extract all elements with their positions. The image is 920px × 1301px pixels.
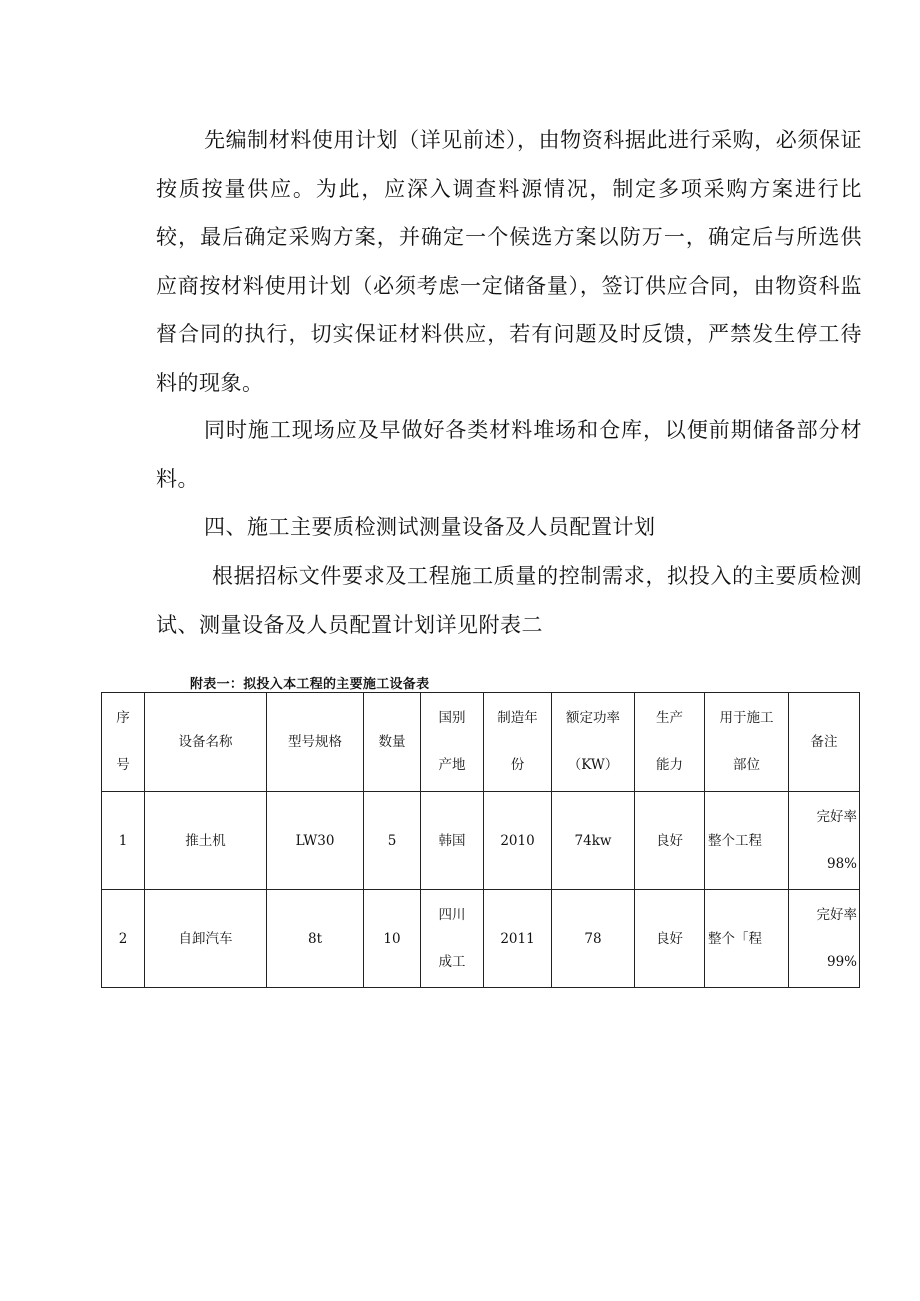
- header-origin-line1: 国别: [438, 710, 466, 726]
- cell-model: LW30: [267, 792, 364, 890]
- cell-remark: [789, 890, 860, 988]
- cell-origin-line2: 成工: [438, 953, 466, 970]
- header-capacity: [635, 693, 705, 792]
- cell-name: 自卸汽车: [145, 890, 267, 988]
- paragraph-inspection-plan: 根据招标文件要求及工程施工质量的控制需求，拟投入的主要质检测试、测量设备及人员配置计划详见附表二: [156, 564, 862, 637]
- cell-remark-line2: 99%: [826, 953, 857, 970]
- table-row: [102, 792, 860, 890]
- cell-capacity: 良好: [635, 890, 705, 988]
- header-name: 设备名称: [145, 693, 267, 792]
- header-origin-line2: 产地: [438, 757, 466, 773]
- header-power-line1: 额定功率: [566, 710, 620, 726]
- header-use: [705, 693, 789, 792]
- cell-remark-line1: 完好率: [816, 906, 857, 923]
- section-heading: 四、施工主要质检测试测量设备及人员配置计划: [204, 515, 656, 539]
- cell-power: 78: [552, 890, 635, 988]
- cell-origin-line1: 四川: [438, 906, 466, 923]
- cell-origin: 韩国: [421, 792, 484, 890]
- table-header-row: [102, 693, 860, 792]
- cell-use: 整个「程: [705, 890, 789, 988]
- header-remark: 备注: [789, 693, 860, 792]
- paragraph-procurement: 先编制材料使用计划（详见前述），由物资科据此进行采购，必须保证按质按量供应。为此，应深入调查料源情况，制定多项采购方案进行比较，最后确定采购方案，并确定一个候选方案以防万一，确定后与所选供应商按材料使用计划（必须考虑一定储备量），签订供应合同，由物资科监督合同的执行，切实保证材料供应，若有问题及时反馈，严禁发生停工待料的现象。: [156, 128, 862, 395]
- cell-use: 整个工程: [705, 792, 789, 890]
- table-row: [102, 890, 860, 988]
- cell-capacity: 良好: [635, 792, 705, 890]
- header-use-line2: 部位: [733, 757, 760, 773]
- cell-model: 8t: [267, 890, 364, 988]
- paragraph-storage: 同时施工现场应及早做好各类材料堆场和仓库，以便前期储备部分材料。: [156, 418, 862, 491]
- header-seq: [102, 693, 145, 792]
- header-capacity-line1: 生产: [656, 710, 683, 726]
- header-qty: 数量: [364, 693, 421, 792]
- cell-name: 推土机: [145, 792, 267, 890]
- header-seq-line1: 序: [116, 710, 130, 726]
- cell-year: 2011: [484, 890, 552, 988]
- header-model: 型号规格: [267, 693, 364, 792]
- header-capacity-line2: 能力: [656, 757, 683, 773]
- cell-remark: [789, 792, 860, 890]
- cell-remark-line1: 完好率: [816, 808, 857, 825]
- cell-qty: 10: [364, 890, 421, 988]
- cell-qty: 5: [364, 792, 421, 890]
- table-caption: 附表一：拟投入本工程的主要施工设备表: [190, 677, 430, 692]
- header-seq-line2: 号: [116, 757, 130, 773]
- header-power-line2: （KW）: [567, 757, 619, 773]
- header-year: [484, 693, 552, 792]
- cell-year: 2010: [484, 792, 552, 890]
- header-power: [552, 693, 635, 792]
- header-use-line1: 用于施工: [719, 710, 774, 726]
- header-origin: [421, 693, 484, 792]
- cell-origin: [421, 890, 484, 988]
- cell-remark-line2: 98%: [826, 855, 857, 872]
- header-year-line2: 份: [510, 757, 525, 773]
- cell-power: 74kw: [552, 792, 635, 890]
- cell-seq: 2: [102, 890, 145, 988]
- cell-seq: 1: [102, 792, 145, 890]
- equipment-table: [101, 692, 860, 988]
- header-year-line1: 制造年: [497, 710, 538, 726]
